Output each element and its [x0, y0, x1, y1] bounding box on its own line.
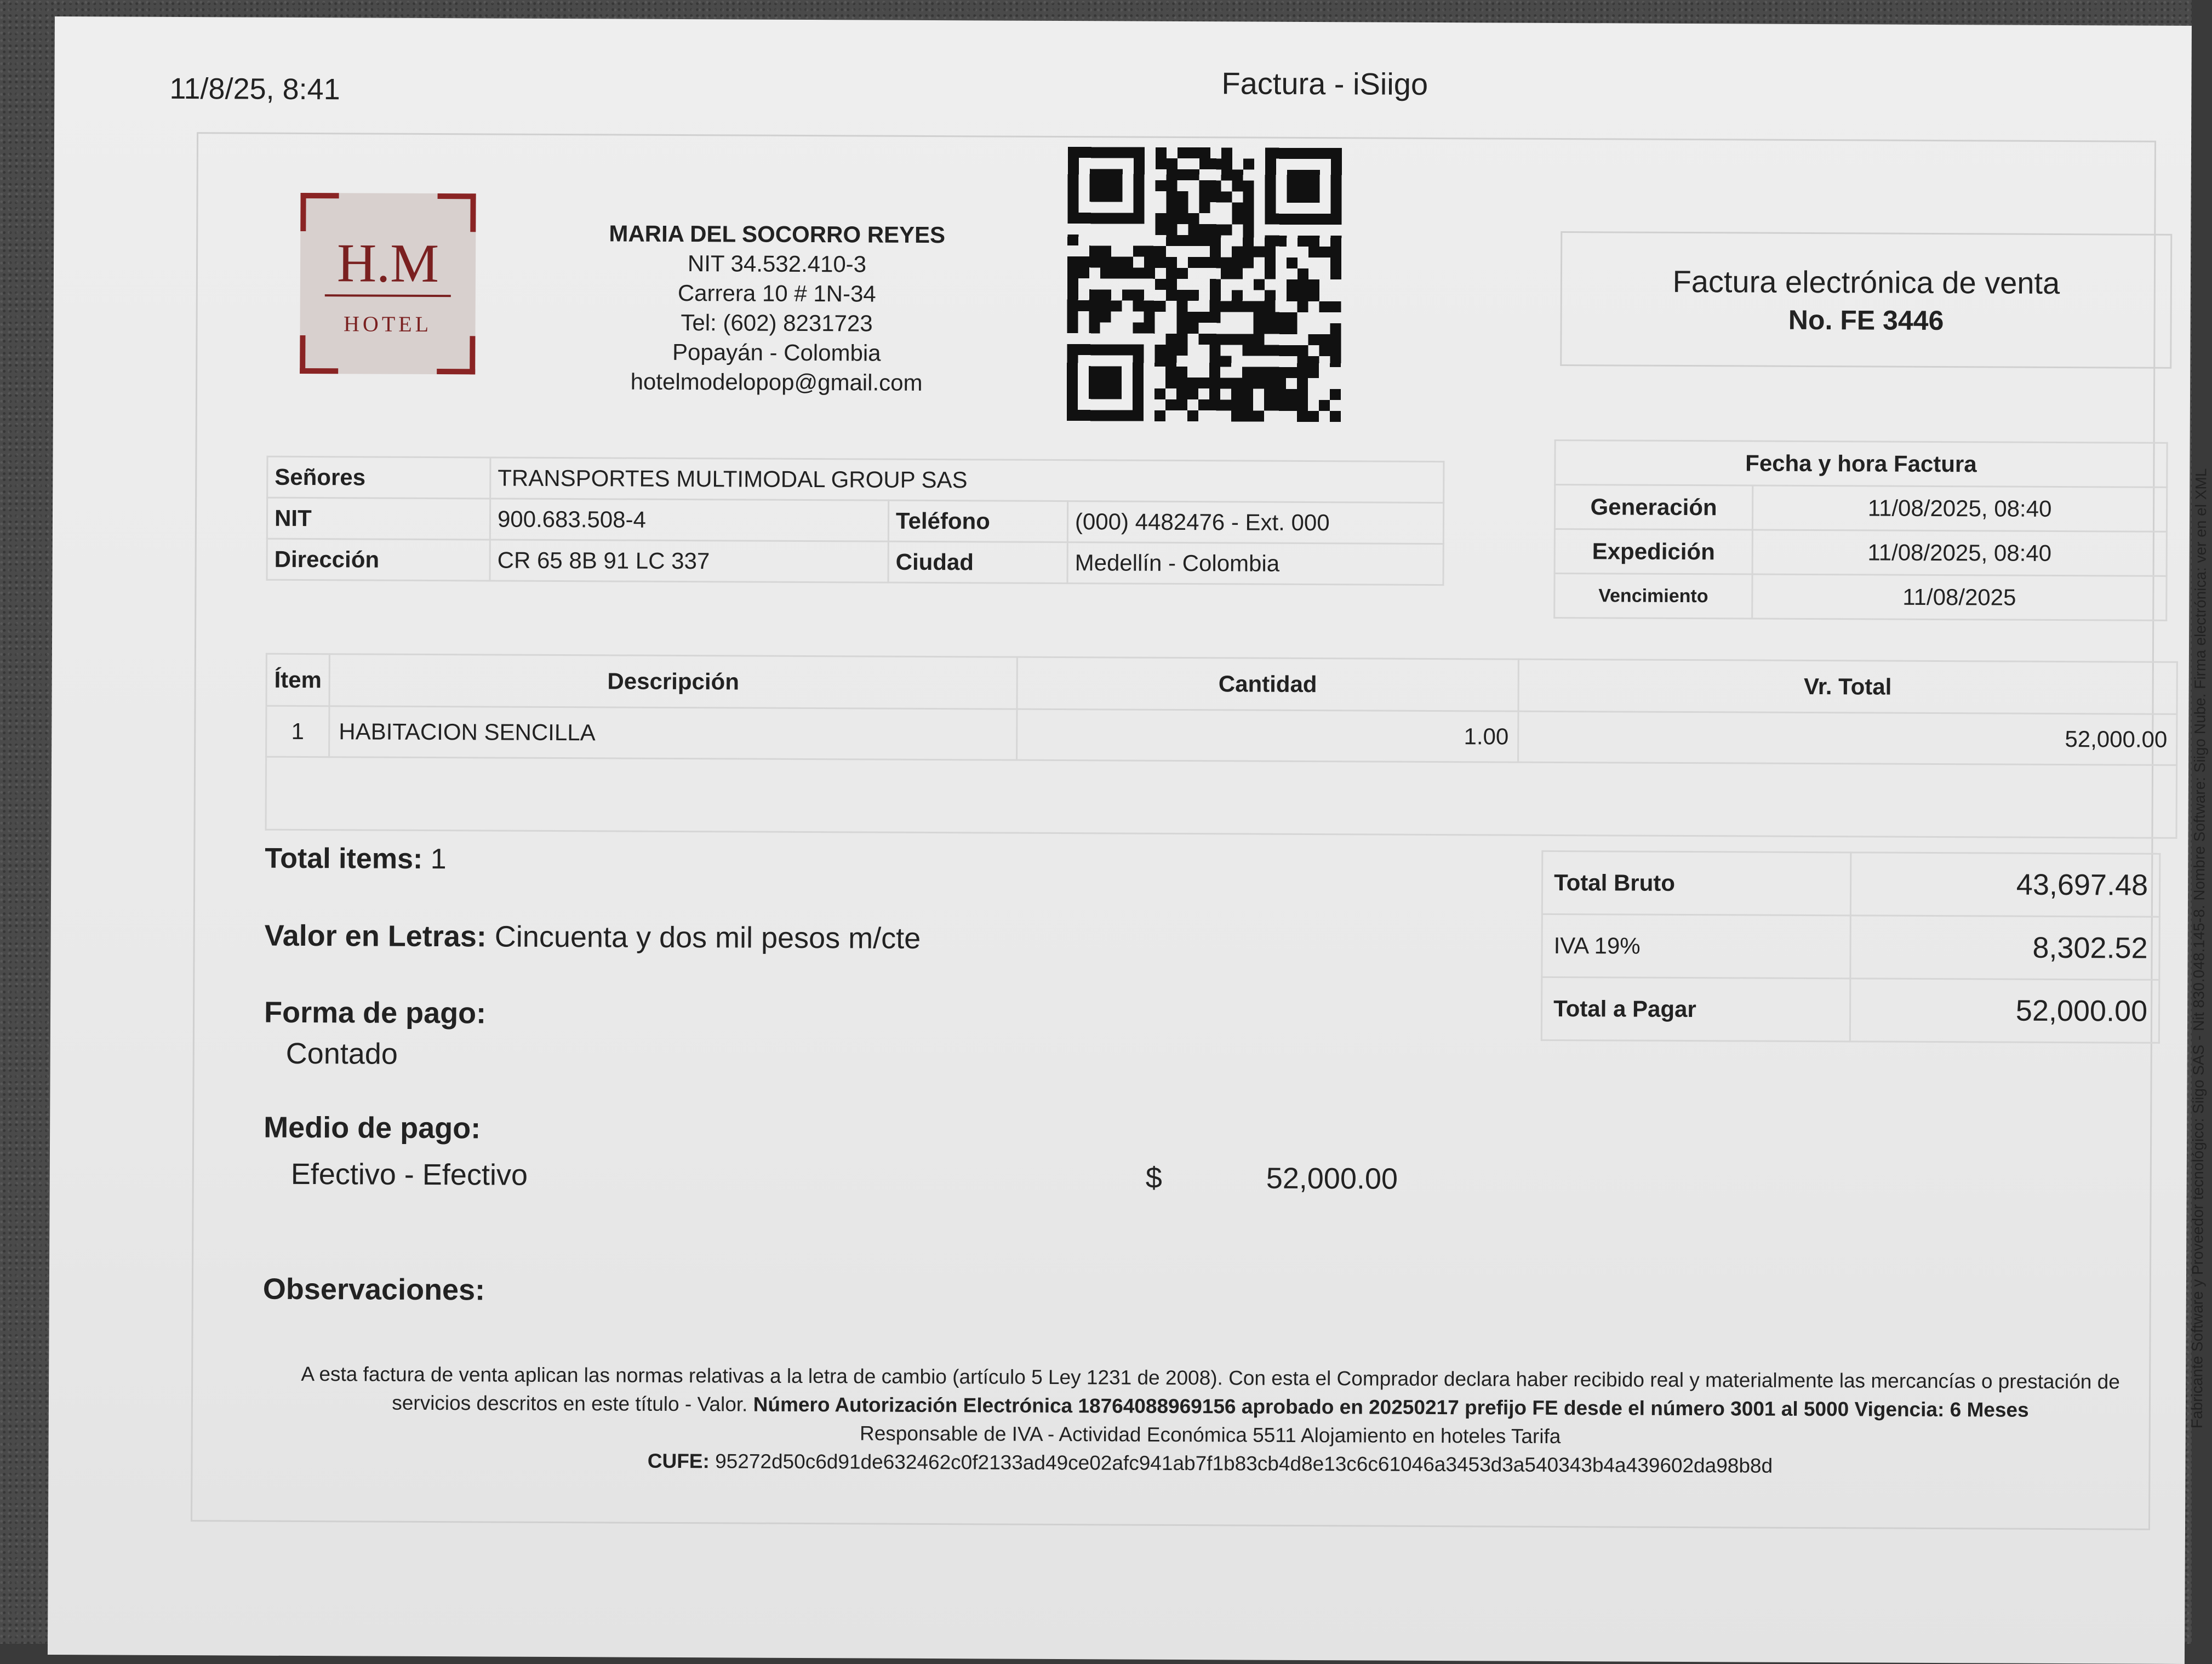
total-items: Total items: 1 [265, 842, 447, 876]
hotel-logo [300, 193, 476, 374]
vat-label: IVA 19% [1542, 914, 1850, 978]
item-number: 1 [266, 706, 329, 757]
document-number: No. FE 3446 [1788, 304, 1944, 336]
issue-value: 11/08/2025, 08:40 [1752, 530, 2167, 576]
customer-city: Medellín - Colombia [1067, 542, 1443, 585]
customer-phone: (000) 4482476 - Ext. 000 [1067, 501, 1443, 544]
observations-label: Observaciones: [262, 1272, 485, 1307]
amount-in-words: Valor en Letras: Cincuenta y dos mil pesos m/cte [264, 919, 921, 955]
gross-total-value: 43,697.48 [1850, 853, 2159, 917]
customer-address-label: Dirección [267, 539, 490, 581]
col-total: Vr. Total [1518, 659, 2177, 714]
empty-row [266, 757, 2177, 838]
customer-name-label: Señores [267, 456, 490, 499]
customer-address: CR 65 8B 91 LC 337 [490, 540, 888, 582]
customer-name: TRANSPORTES MULTIMODAL GROUP SAS [490, 458, 1444, 503]
issuer-nit: NIT 34.532.410-3 [687, 250, 867, 277]
software-provider-note: Fabricante Software y Proveedor tecnológico: Siigo SAS - Nit 830.048.145-8. Nombre Software: Siigo Nube. Firma electrónica: ver en el XML [2188, 468, 2210, 1429]
total-to-pay-value: 52,000.00 [1850, 979, 2159, 1043]
gross-total-label: Total Bruto [1542, 851, 1850, 915]
total-to-pay-label: Total a Pagar [1541, 977, 1850, 1041]
item-description: HABITACION SENCILLA [329, 706, 1017, 760]
items-header-row [266, 654, 2177, 714]
currency-symbol: $ [1145, 1161, 1162, 1194]
print-datetime: 11/8/25, 8:41 [169, 72, 340, 106]
issuer-block [546, 219, 1007, 398]
issuer-email: hotelmodelopop@gmail.com [630, 368, 923, 396]
print-title: Factura - iSiigo [1221, 66, 1428, 101]
payment-amount: 52,000.00 [1266, 1162, 1398, 1196]
customer-nit: 900.683.508-4 [490, 499, 888, 541]
totals-table [1541, 850, 2161, 1044]
issuer-phone: Tel: (602) 8231723 [681, 309, 873, 336]
item-total: 52,000.00 [1518, 711, 2177, 765]
due-value: 11/08/2025 [1752, 574, 2167, 620]
generation-label: Generación [1554, 484, 1752, 530]
logo-monogram: H.M [336, 232, 439, 294]
table-row [266, 706, 2177, 765]
tax-responsibility: Responsable de IVA - Actividad Económica 5511 Alojamiento en hoteles Tarifa [859, 1422, 1561, 1448]
items-table [265, 653, 2178, 839]
customer-nit-label: NIT [267, 498, 490, 540]
customer-table [266, 456, 1445, 586]
generation-value: 11/08/2025, 08:40 [1752, 485, 2167, 531]
customer-city-label: Ciudad [888, 541, 1067, 583]
issuer-address: Carrera 10 # 1N-34 [677, 279, 876, 307]
payment-form-value: Contado [285, 1037, 398, 1071]
col-description: Descripción [329, 654, 1017, 709]
issuer-city: Popayán - Colombia [672, 339, 881, 366]
authorization-text: Número Autorización Electrónica 18764088969156 aprobado en 20250217 prefijo FE desde el número 3001 al 5000 Vigencia: 6 Meses [753, 1393, 2029, 1421]
col-item: Ítem [266, 654, 329, 706]
logo-word: HOTEL [343, 311, 432, 337]
issuer-name: MARIA DEL SOCORRO REYES [609, 220, 946, 248]
dates-heading: Fecha y hora Factura [1555, 440, 2167, 487]
item-quantity: 1.00 [1017, 709, 1518, 762]
cufe-label: CUFE: [647, 1449, 710, 1473]
document-title-box [1560, 231, 2172, 369]
cufe-value: 95272d50c6d91de632462c0f2133ad49ce02afc941ab7f1b83cb4d8e13c6c61046a3453d3a540343b4a439602da98b8d [715, 1450, 1773, 1477]
qr-code [1067, 147, 1342, 422]
customer-phone-label: Teléfono [888, 500, 1067, 542]
issue-label: Expedición [1554, 529, 1752, 574]
payment-form-label: Forma de pago: [264, 996, 487, 1030]
invoice-paper [48, 16, 2210, 1664]
vat-value: 8,302.52 [1850, 916, 2159, 980]
legal-notice [278, 1360, 2142, 1482]
payment-means-value: Efectivo - Efectivo [290, 1157, 528, 1192]
due-label: Vencimiento [1554, 573, 1752, 619]
col-quantity: Cantidad [1017, 657, 1518, 711]
payment-means-label: Medio de pago: [264, 1111, 481, 1145]
legal-text: A esta factura de venta aplican las normas relativas a la letra de cambio (artículo 5 Ley 1231 de 2008). Con esta el Comprador declara haber recibido real y materialmente las mercancías o prestación de servicios descritos en este título - Valor. [301, 1362, 2120, 1416]
invoice-dates-table [1553, 439, 2168, 621]
document-type: Factura electrónica de venta [1672, 264, 2060, 300]
